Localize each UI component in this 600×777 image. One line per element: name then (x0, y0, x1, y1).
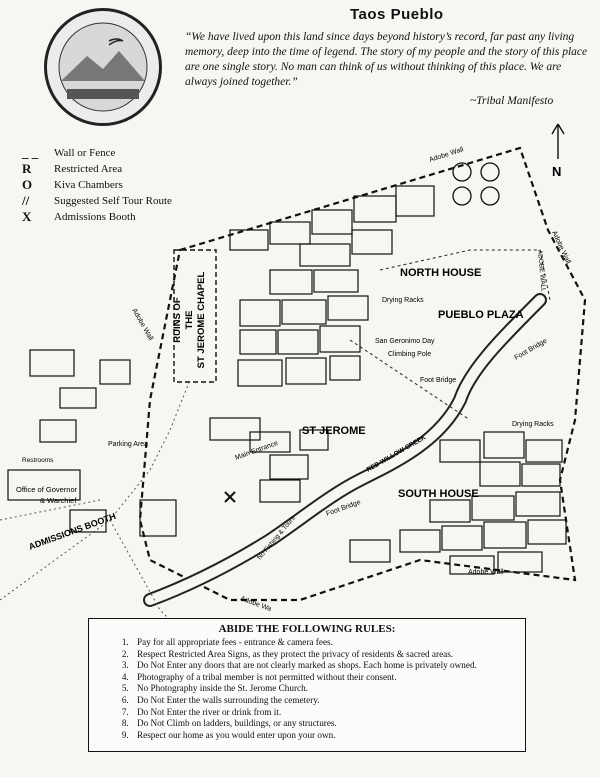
label-office-governor-1: Office of Governor (16, 485, 78, 494)
rule-item: 9. Respect our home as you would enter upon your own. (131, 730, 515, 742)
rules-box (88, 618, 526, 752)
label-adobe-wall-right: Adobe Wall (550, 229, 572, 266)
legend-label: Admissions Booth (54, 211, 136, 223)
legend-label: Wall or Fence (54, 147, 116, 159)
legend-item-wall (22, 145, 222, 161)
label-adobe-wall-right2: ADOBE WALL (536, 249, 547, 293)
label-foot-bridge-2: Foot Bridge (513, 337, 549, 362)
rule-item: 6. Do Not Enter the walls surrounding the cemetery. (131, 695, 515, 707)
label-south-house: SOUTH HOUSE (398, 488, 479, 500)
legend-label: Kiva Chambers (54, 179, 123, 191)
rule-item: 1. Pay for all appropriate fees - entrance & camera fees. (131, 637, 515, 649)
rules-list (99, 637, 515, 741)
page-title: Taos Pueblo (350, 6, 444, 23)
label-adobe-wall-left: Adobe Wall (130, 307, 155, 342)
label-foot-bridge-3: Foot Bridge (325, 498, 362, 518)
legend-item-tour-route (22, 193, 222, 209)
rule-item: 4. Photography of a tribal member is not permitted without their consent. (131, 672, 515, 684)
rule-item: 2. Respect Restricted Area Signs, as they protect the privacy of residents & sacred areas. (131, 649, 515, 661)
label-restrooms: Restrooms (22, 457, 54, 464)
red-willow-creek (150, 300, 540, 600)
label-ruins-2: THE (184, 310, 195, 330)
legend-item-admissions (22, 209, 222, 225)
label-ruins-3: ST JEROME CHAPEL (196, 271, 207, 369)
label-foot-bridge-1: Foot Bridge (420, 377, 457, 384)
label-ruins-1: RUINS OF (172, 297, 183, 343)
rule-item: 8. Do Not Climb on ladders, buildings, or any structures. (131, 718, 515, 730)
tour-route-icon: // (22, 193, 30, 208)
label-admissions-booth: ADMISSIONS BOOTH (27, 511, 118, 552)
kiva-icon: O (22, 177, 33, 192)
admissions-icon: X (22, 209, 32, 224)
north-arrow (552, 124, 564, 159)
label-st-jerome: ST JEROME (302, 425, 366, 437)
label-main-entrance: Main Entrance (234, 439, 280, 462)
admissions-x-marker (225, 492, 235, 502)
label-drying-racks-south: Drying Racks (512, 421, 554, 428)
label-adobe-wall-top: Adobe Wall (428, 146, 465, 164)
rules-title: ABIDE THE FOLLOWING RULES: (218, 623, 396, 635)
label-pueblo-plaza: PUEBLO PLAZA (438, 309, 524, 321)
legend-label: Suggested Self Tour Route (54, 195, 172, 207)
outer-buildings (8, 350, 176, 536)
map-legend (22, 145, 222, 225)
label-san-geronimo-2: Climbing Pole (388, 351, 432, 358)
kiva-circles (453, 163, 499, 205)
legend-label: Restricted Area (54, 163, 123, 175)
legend-item-kiva (22, 177, 222, 193)
south-house-buildings (350, 432, 566, 574)
tribal-quote: “We have lived upon this land since days beyond history’s record, far past any living memory, deep into the time of legend. The story of my people and the story of this place are one single story. No man can think of us without thinking of this place. We are always joined together.” (185, 31, 588, 88)
label-parking-area: Parking Area (108, 441, 149, 448)
legend-item-restricted (22, 161, 222, 177)
label-adobe-wall-bottom: Adobe Wall (468, 569, 504, 576)
rule-item: 3. Do Not Enter any doors that are not clearly marked as shops. Each home is privately owned. (131, 660, 515, 672)
quote-source: ~Tribal Manifesto (470, 95, 554, 107)
label-san-geronimo-1: San Geronimo Day (375, 338, 435, 345)
label-no-fishing: No Fishing & Tours (256, 514, 297, 562)
label-north-house: NORTH HOUSE (400, 267, 482, 279)
wall-icon: _ _ (22, 145, 39, 160)
label-office-governor-2: & Warchief (40, 496, 77, 505)
rule-item: 5. No Photography inside the St. Jerome Church. (131, 683, 515, 695)
restricted-icon: R (22, 161, 32, 176)
rule-item: 7. Do Not Enter the river or drink from it. (131, 707, 515, 719)
north-label: N (552, 164, 562, 179)
label-adobe-wall-bottom-left: Adobe Wa (239, 595, 273, 613)
label-red-willow-creek: RED WILLOW CREEK (365, 434, 428, 474)
tribal-seal (44, 8, 162, 126)
label-drying-racks-north: Drying Racks (382, 297, 424, 304)
